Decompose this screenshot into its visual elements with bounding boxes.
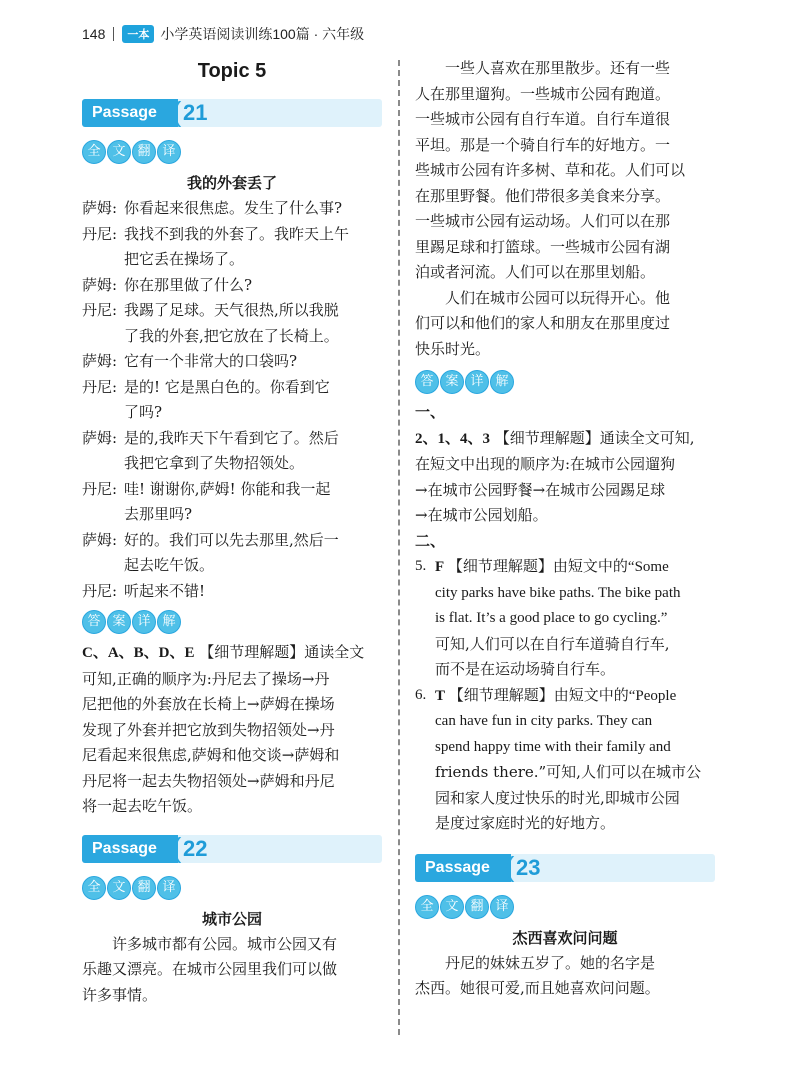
heading-char: 详: [465, 370, 489, 394]
heading-char: 详: [132, 610, 156, 634]
answers-heading: [415, 370, 715, 394]
dialogue-text: 它有一个非常大的口袋吗?: [124, 352, 298, 370]
column-divider: [398, 60, 400, 1035]
answer-line: [82, 640, 382, 667]
answer-line: 在短文中出现的顺序为:在城市公园遛狗: [415, 455, 676, 473]
body-line: 人在那里遛狗。一些城市公园有跑道。: [415, 84, 671, 103]
dialogue-text: 是的,我昨天下午看到它了。然后: [124, 428, 339, 447]
dialogue-line: [82, 222, 382, 273]
speaker: 萨姆:: [82, 352, 118, 370]
question-number: 6.: [415, 686, 427, 703]
dialogue-text: 哇! 谢谢你,萨姆! 你能和我一起: [124, 479, 331, 498]
passage-21-title: 我的外套丢了: [186, 174, 277, 192]
heading-char: 案: [440, 370, 464, 394]
speaker: 丹尼:: [82, 479, 118, 498]
translation-heading: [82, 140, 382, 164]
body-line: 一些城市公园有自行车道。自行车道很: [415, 110, 671, 128]
passage-22-banner: [82, 831, 382, 864]
question-number: 5.: [415, 558, 427, 574]
answer-key: 2、1、4、3: [415, 430, 491, 447]
answer-line: 园和家人度过快乐的时光,即城市公园: [435, 788, 680, 807]
passage-number: 22: [183, 835, 208, 861]
answer-line: is flat. It’s a good place to go cycling.”: [435, 610, 668, 626]
passage-23-banner: [415, 850, 715, 883]
passage-label: Passage: [415, 854, 511, 882]
dialogue-text: 我找不到我的外套了。我昨天上午: [124, 224, 350, 243]
heading-char: 答: [82, 610, 106, 634]
dialogue-line: [82, 426, 382, 477]
heading-char: 文: [440, 895, 464, 919]
heading-char: 翻: [132, 876, 156, 900]
dialogue-line: [82, 298, 382, 349]
answer-line: 尼把他的外套放在长椅上→萨姆在操场: [82, 695, 335, 713]
dialogue-text: 你在那里做了什么?: [124, 275, 253, 294]
passage-number: 23: [516, 854, 541, 880]
passage-label: Passage: [82, 835, 178, 863]
dialogue-text: 听起来不错!: [124, 581, 206, 600]
translation-heading: [82, 876, 382, 900]
body-line: 乐趣又漂亮。在城市公园里我们可以做: [82, 960, 338, 978]
left-column: [82, 56, 382, 1008]
dialogue-text: 去那里吗?: [124, 505, 193, 523]
dialogue-text: 是的! 它是黑白色的。你看到它: [124, 377, 330, 396]
heading-char: 译: [490, 895, 514, 919]
passage-bracket: (: [172, 96, 182, 127]
heading-char: 文: [107, 876, 131, 900]
answer-line: →在城市公园野餐→在城市公园踢足球: [415, 480, 666, 499]
dialogue-text: 你看起来很焦虑。发生了什么事?: [124, 199, 343, 217]
body-line: 平坦。那是一个骑自行车的好地方。一: [415, 135, 671, 154]
right-column: [415, 56, 715, 1002]
passage-number: 21: [183, 100, 208, 125]
answer-line: friends there.”可知,人们可以在城市公: [435, 763, 701, 781]
heading-char: 全: [82, 876, 106, 900]
body-line: 杰西。她很可爱,而且她喜欢问问题。: [415, 979, 660, 997]
answer-line: can have fun in city parks. They can: [435, 713, 653, 729]
heading-char: 文: [107, 140, 131, 164]
answer-key: C、A、B、D、E: [82, 645, 195, 661]
answer-line: 将一起去吃午饭。: [82, 797, 203, 815]
answer-line: 尼看起来很焦虑,萨姆和他交谈→萨姆和: [82, 746, 340, 764]
body-line: 在那里野餐。他们带很多美食来分享。: [415, 186, 671, 205]
dialogue-text: 了我的外套,把它放在了长椅上。: [124, 326, 339, 345]
answer-key: F: [435, 559, 445, 575]
passage-22-title: 城市公园: [201, 909, 262, 928]
page-header: [82, 22, 364, 46]
passage-22-answers: [415, 400, 715, 837]
answer-line: 发现了外套并把它放到失物招领处→丹: [82, 720, 335, 739]
speaker: 丹尼:: [82, 581, 118, 600]
heading-char: 译: [157, 140, 181, 164]
answer-line: 丹尼将一起去失物招领处→萨姆和丹尼: [82, 771, 335, 790]
answer-key: T: [435, 687, 446, 704]
heading-char: 全: [415, 895, 439, 919]
part-heading: 二、: [415, 531, 446, 550]
heading-char: 翻: [132, 140, 156, 164]
answer-line: [415, 426, 715, 453]
answer-line: 可知,人们可以在自行车道骑自行车,: [435, 634, 670, 653]
answers-heading: [82, 610, 382, 634]
heading-char: 翻: [465, 895, 489, 919]
dialogue-line: [82, 273, 382, 299]
answer-line: 是度过家庭时光的好地方。: [435, 814, 616, 832]
part-heading: 一、: [415, 403, 446, 421]
body-line: 人们在城市公园可以玩得开心。他: [415, 288, 671, 307]
body-line: 丹尼的妹妹五岁了。她的名字是: [415, 953, 656, 972]
header-separator: [113, 27, 114, 41]
dialogue-text: 起去吃午饭。: [124, 556, 215, 574]
dialogue-line: [82, 528, 382, 579]
answer-line: →在城市公园划船。: [415, 506, 548, 524]
answer-text: 【细节理解题】由短文中的“People: [445, 687, 677, 704]
question-5: [415, 554, 715, 683]
passage-23-title: 杰西喜欢问问题: [512, 928, 618, 947]
body-line: 里踢足球和打篮球。一些城市公园有湖: [415, 237, 671, 256]
question-6: [415, 683, 715, 837]
dialogue-text: 好的。我们可以先去那里,然后一: [124, 530, 339, 549]
passage-22-continued: [415, 56, 715, 362]
dialogue: [82, 196, 382, 604]
answer-text: 【细节理解题】通读全文可知,: [490, 428, 695, 447]
translation-heading: [415, 895, 715, 919]
dialogue-line: [82, 579, 382, 605]
body-line: 快乐时光。: [415, 339, 491, 358]
answer-line: 而不是在运动场骑自行车。: [435, 660, 616, 678]
speaker: 丹尼:: [82, 377, 118, 396]
speaker: 萨姆:: [82, 530, 118, 549]
body-line: 一些人喜欢在那里散步。还有一些: [415, 59, 671, 77]
body-line: 泊或者河流。人们可以在那里划船。: [415, 263, 656, 281]
dialogue-line: [82, 196, 382, 222]
heading-char: 全: [82, 140, 106, 164]
speaker: 萨姆:: [82, 275, 118, 294]
answer-line: 可知,正确的顺序为:丹尼去了操场→丹: [82, 669, 330, 688]
dialogue-text: 我把它拿到了失物招领处。: [124, 454, 305, 472]
passage-bracket: (: [505, 850, 515, 882]
book-title: 小学英语阅读训练100篇 · 六年级: [160, 26, 365, 42]
answer-text: 【细节理解题】通读全文: [194, 643, 365, 661]
speaker: 丹尼:: [82, 301, 118, 319]
speaker: 萨姆:: [82, 428, 118, 447]
answer-text: 【细节理解题】由短文中的“Some: [444, 559, 669, 575]
body-line: 些城市公园有许多树、草和花。人们可以: [415, 161, 686, 179]
dialogue-line: [82, 375, 382, 426]
dialogue-line: [82, 349, 382, 375]
brand-logo: 一本: [122, 25, 154, 43]
page-number: 148: [82, 26, 106, 42]
heading-char: 译: [157, 876, 181, 900]
heading-char: 案: [107, 610, 131, 634]
passage-label: Passage: [82, 99, 178, 127]
body-line: 一些城市公园有运动场。人们可以在那: [415, 212, 671, 230]
passage-21-answers: [82, 640, 382, 820]
speaker: 萨姆:: [82, 199, 118, 217]
passage-bracket: (: [172, 831, 182, 863]
body-line: 许多城市都有公园。城市公园又有: [82, 934, 338, 953]
answer-line: spend happy time with their family and: [435, 738, 671, 755]
speaker: 丹尼:: [82, 224, 118, 243]
body-line: 们可以和他们的家人和朋友在那里度过: [415, 314, 671, 332]
answer-line: city parks have bike paths. The bike path: [435, 584, 681, 601]
dialogue-line: [82, 477, 382, 528]
dialogue-text: 把它丢在操场了。: [124, 250, 245, 268]
dialogue-text: 我踢了足球。天气很热,所以我脱: [124, 301, 339, 319]
dialogue-text: 了吗?: [124, 403, 163, 421]
topic-title: Topic 5: [197, 60, 267, 82]
heading-char: 解: [157, 610, 181, 634]
body-line: 许多事情。: [82, 985, 158, 1004]
heading-char: 解: [490, 370, 514, 394]
passage-21-banner: [82, 98, 382, 128]
heading-char: 答: [415, 370, 439, 394]
